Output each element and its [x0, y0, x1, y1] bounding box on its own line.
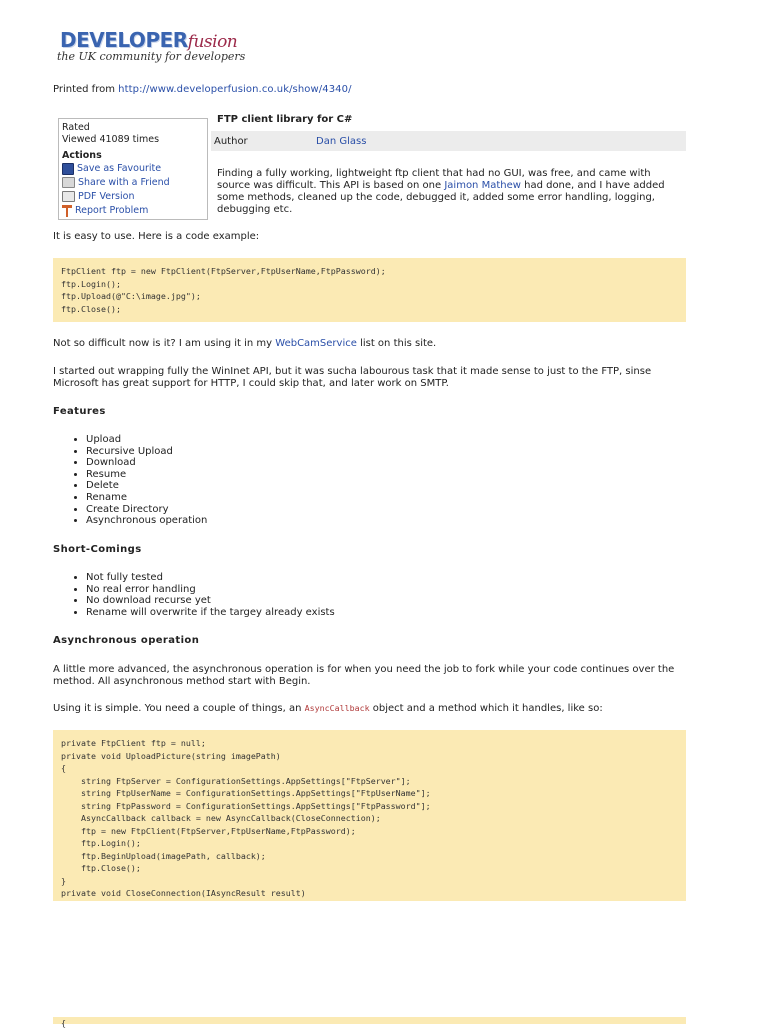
features-list [53, 434, 207, 527]
report-problem-link[interactable]: Report Problem [75, 204, 149, 216]
author-label: Author [214, 136, 248, 147]
shortcomings-heading: Short-Comings [53, 544, 142, 555]
code-example-2: private FtpClient ftp = null; private void UploadPicture(string imagePath) { string FtpServer = ConfigurationSettings.AppSettings["FtpServer"]; string FtpUserName = ConfigurationSettings.AppSettings["FtpUserName"]; string FtpPassword = ConfigurationSettings.AppSettings["FtpPassword"]; AsyncCallback callback = new AsyncCallback(CloseConnection); ftp = new FtpClient(FtpServer,FtpUserName,FtpPassword); ftp.Login(); ftp.BeginUpload(imagePath, callback); ftp.Close(); } private void CloseConnection(IAsyncResult result) [53, 730, 686, 901]
list-item: • Download [86, 457, 207, 469]
asynccallback-code: AsyncCallback [304, 703, 370, 713]
print-icon [62, 191, 75, 202]
logo-fusion: fusion [187, 32, 238, 52]
share-friend-link[interactable]: Share with a Friend [78, 176, 170, 188]
difficult-text-1: Not so difficult now is it? I am using it in my [53, 338, 276, 349]
list-item: • Asynchronous operation [86, 515, 207, 527]
list-item: • No real error handling [86, 584, 335, 596]
summary-text-2: had done, and I have added some methods, cleaned up the code, debugged it, added some error handling, logging, debugging etc. [217, 180, 665, 215]
jaimon-mathew-link[interactable]: Jaimon Mathew [444, 180, 521, 191]
list-item: • Rename [86, 492, 207, 504]
article-info-box [58, 118, 208, 220]
report-problem-action[interactable] [62, 204, 204, 218]
report-icon [62, 205, 72, 217]
share-icon [62, 177, 75, 188]
list-item: • No download recurse yet [86, 595, 335, 607]
list-item: • Resume [86, 469, 207, 481]
printed-label: Printed from [53, 84, 119, 95]
async-paragraph: A little more advanced, the asynchronous operation is for when you need the job to fork while your code continues over the method. All asynchronous method start with Begin. [53, 664, 675, 687]
difficult-paragraph [53, 338, 673, 350]
list-item: • Recursive Upload [86, 446, 207, 458]
site-logo [57, 28, 246, 63]
list-item: • Upload [86, 434, 207, 446]
list-item: • Create Directory [86, 504, 207, 516]
using-text-1: Using it is simple. You need a couple of things, an [53, 703, 305, 714]
article-summary [217, 168, 677, 216]
shortcomings-list [53, 572, 335, 618]
code-example-3: { [53, 1017, 686, 1024]
intro-paragraph: It is easy to use. Here is a code example: [53, 231, 260, 242]
author-bar [211, 131, 686, 151]
save-favourite-action[interactable] [62, 162, 204, 176]
source-url-link[interactable]: http://www.developerfusion.co.uk/show/4340/ [118, 84, 352, 95]
save-icon [62, 163, 74, 175]
rating-label: Rated [62, 122, 90, 133]
save-favourite-link[interactable]: Save as Favourite [77, 162, 162, 174]
using-paragraph [53, 703, 673, 715]
list-item: • Rename will overwrite if the targey already exists [86, 607, 335, 619]
features-heading: Features [53, 406, 106, 417]
author-name-link[interactable]: Dan Glass [316, 136, 367, 147]
pdf-version-action[interactable] [62, 190, 204, 204]
article-title: FTP client library for C# [217, 114, 353, 125]
share-friend-action[interactable] [62, 176, 204, 190]
actions-heading: Actions [62, 150, 102, 161]
list-item: • Not fully tested [86, 572, 335, 584]
summary-text-1: Finding a fully working, lightweight ftp client that had no GUI, was free, and came with source was difficult. This API is based on one [217, 168, 651, 191]
wininet-paragraph: I started out wrapping fully the WinInet API, but it was sucha labourous task that it made sense to just to the FTP, sinse Microsoft has great support for HTTP, I could skip that, and later work on SMTP. [53, 366, 652, 389]
list-item: • Delete [86, 480, 207, 492]
pdf-version-link[interactable]: PDF Version [78, 190, 135, 202]
async-heading: Asynchronous operation [53, 635, 200, 646]
webcamservice-link[interactable]: WebCamService [275, 338, 357, 349]
view-count: Viewed 41089 times [62, 133, 160, 145]
logo-developer: DEVELOPER [60, 28, 188, 52]
logo-tagline: the UK community for developers [57, 50, 246, 63]
printed-from [53, 84, 352, 95]
code-example-1: FtpClient ftp = new FtpClient(FtpServer,FtpUserName,FtpPassword); ftp.Login(); ftp.Upload(@"C:\image.jpg"); ftp.Close(); [53, 258, 686, 322]
using-text-2: object and a method which it handles, like so: [369, 703, 603, 714]
difficult-text-2: list on this site. [356, 338, 437, 349]
